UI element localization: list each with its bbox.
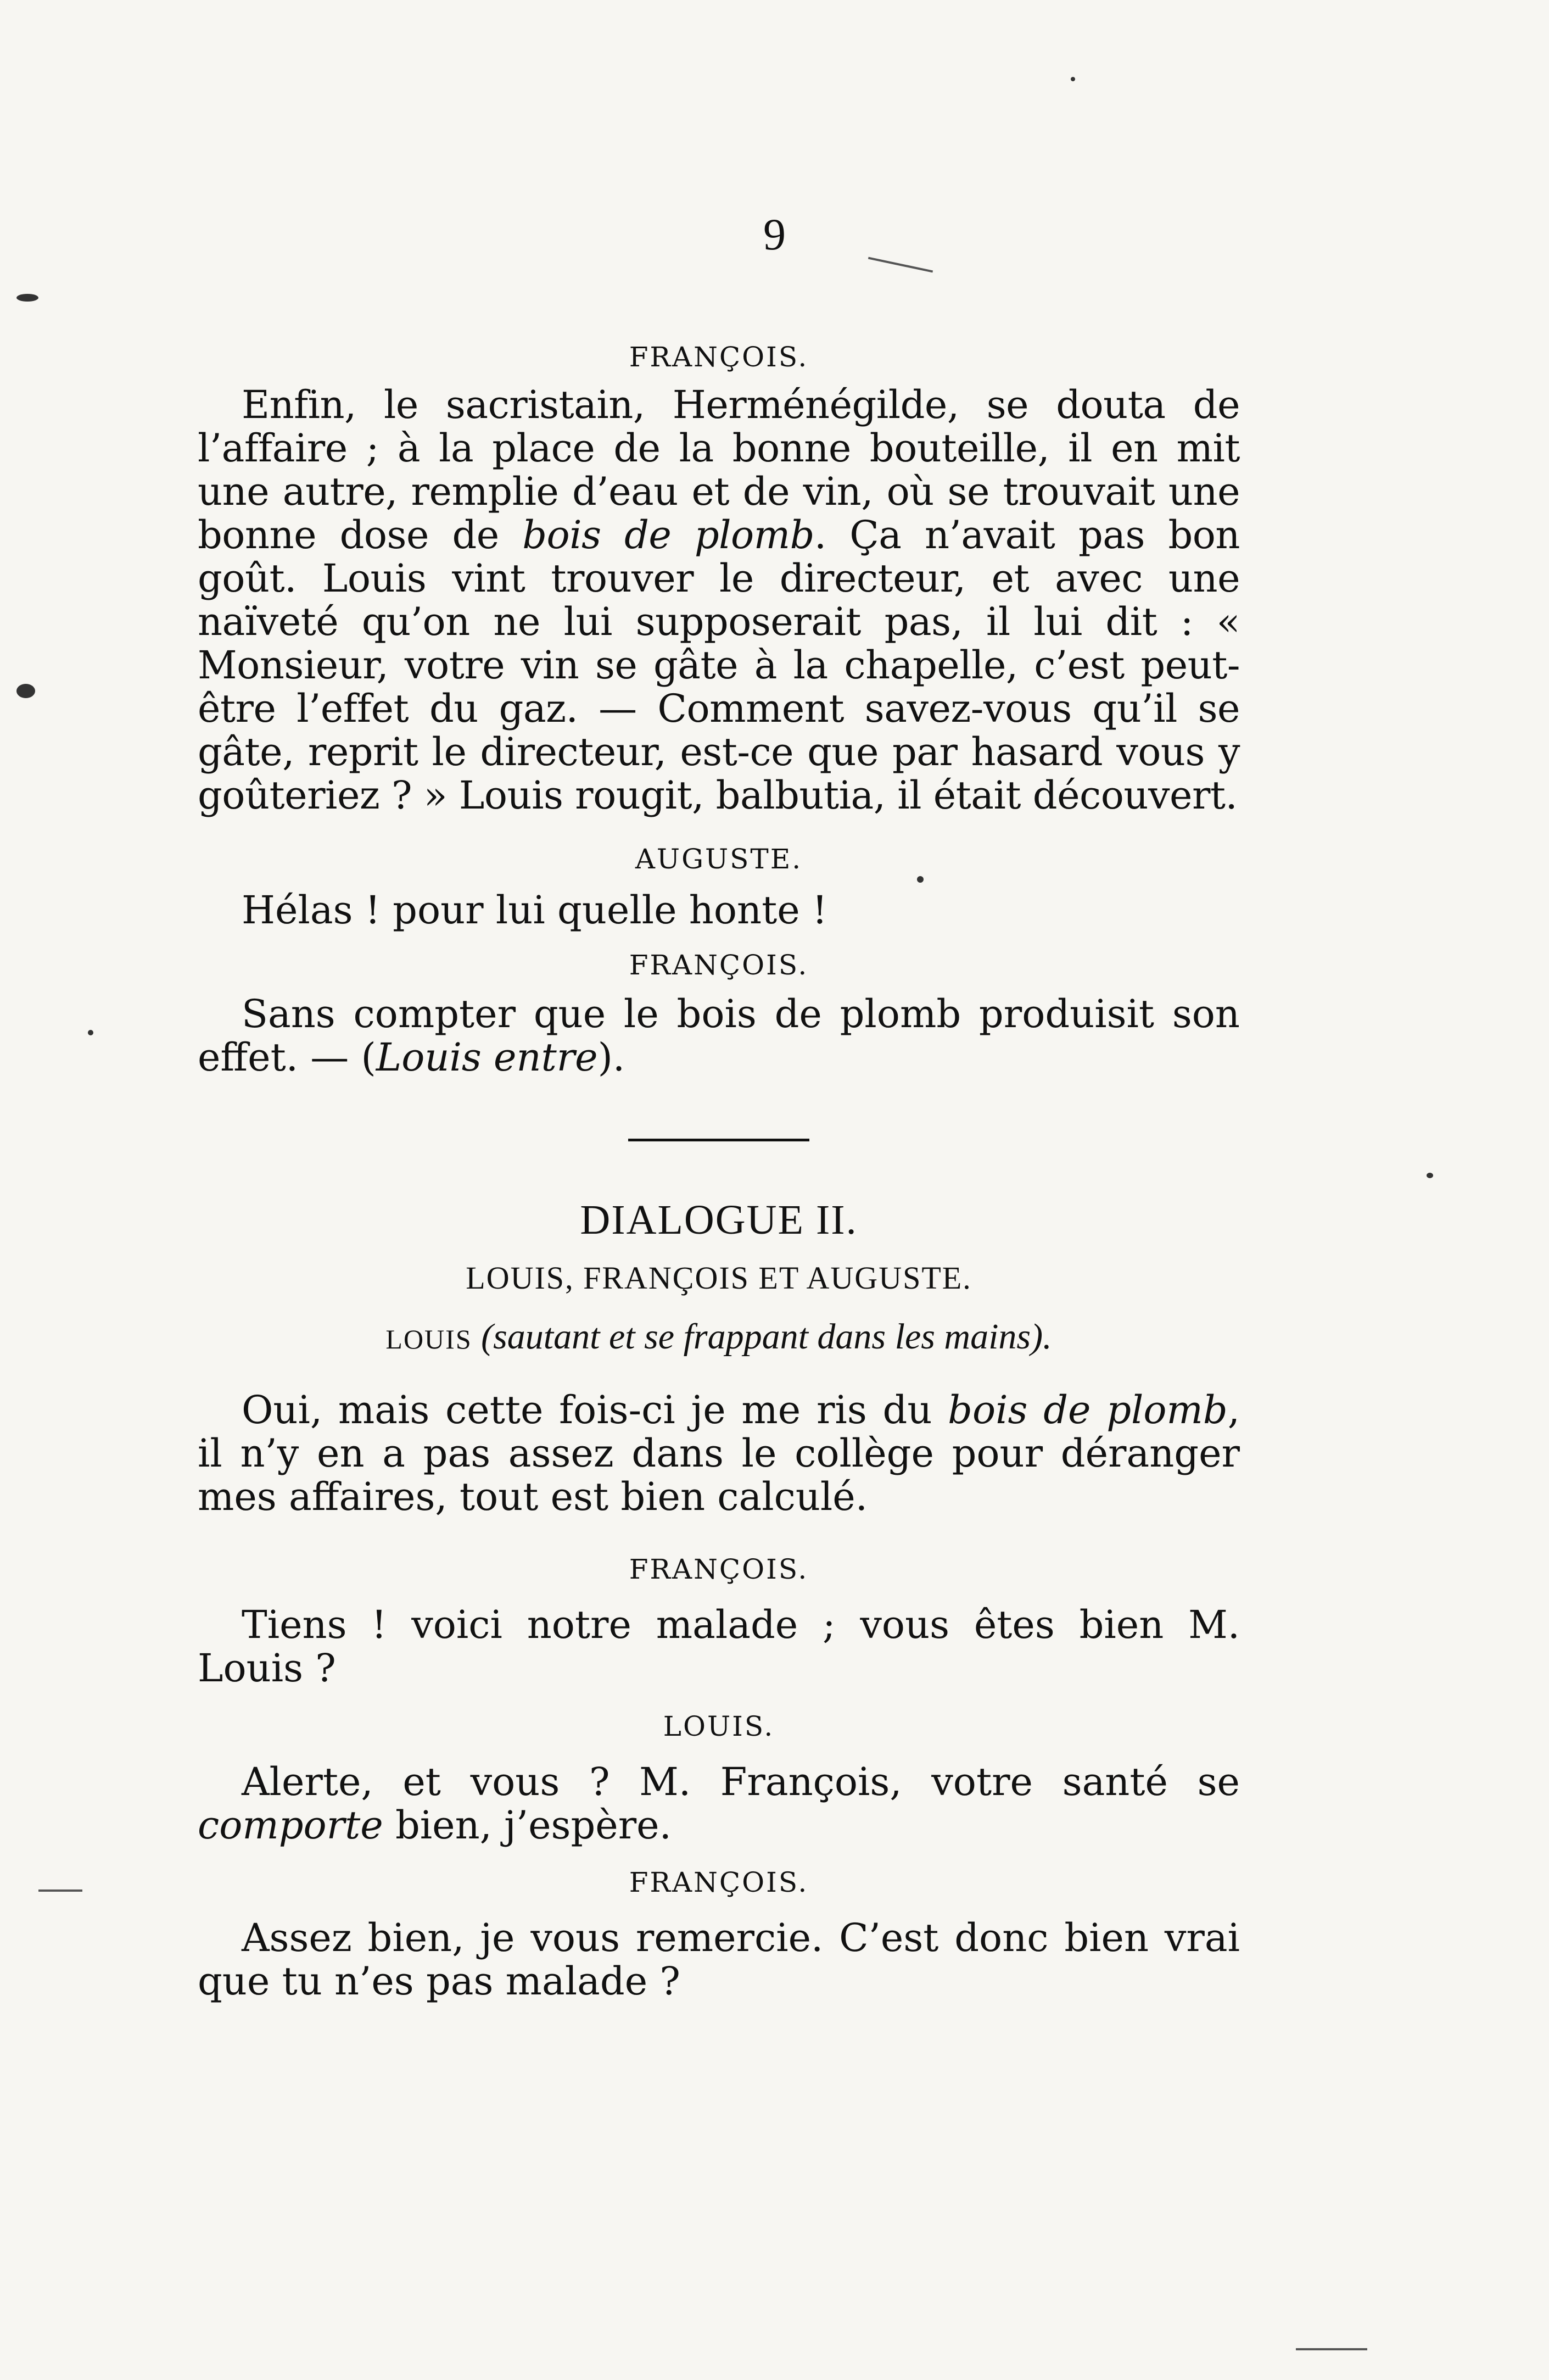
scan-speck [917, 876, 924, 883]
speaker-francois-3: FRANÇOIS. [629, 1553, 809, 1585]
speaker-auguste: AUGUSTE. [635, 843, 803, 875]
scan-speck [88, 1030, 93, 1035]
paragraph-2 [198, 889, 1240, 932]
scan-smudge [1296, 2348, 1367, 2350]
cast-list: LOUIS, FRANÇOIS ET AUGUSTE. [466, 1260, 972, 1296]
paragraph-6-text-a: Alerte, et vous ? M. François, votre santé se [242, 1759, 1240, 1804]
paragraph-6 [198, 1760, 1240, 1847]
stage-speaker: LOUIS [385, 1324, 472, 1355]
paragraph-3-italic: Louis entre [376, 1035, 598, 1080]
paragraph-5 [198, 1603, 1240, 1690]
speaker-francois-4: FRANÇOIS. [629, 1866, 809, 1898]
paragraph-1-text-b: . Ça n’avait pas bon goût. Louis vint trouver le directeur, et avec une naïveté qu’on ne lui supposerait pas, il lui dit : « Monsieur, votre vin se gâte à la chapelle, c’est peut-être l’effet du gaz. — Comment savez-vous qu’il se gâte, reprit le directeur, est-ce que par hasard vous y goûteriez ? » Louis rougit, balbutia, il était découvert. [198, 512, 1240, 818]
scan-speck [16, 684, 35, 698]
paragraph-6-italic: comporte [198, 1803, 383, 1848]
scan-speck [1427, 1173, 1433, 1178]
paragraph-4-text-b: , il n’y en a pas assez dans le collège pour déranger mes affaires, tout est bien calculé. [198, 1387, 1240, 1519]
paragraph-3-text-a: Sans compter que le bois de plomb produisit son effet. — ( [198, 991, 1240, 1080]
paragraph-7-text: Assez bien, je vous remercie. C’est donc bien vrai que tu n’es pas malade ? [198, 1915, 1240, 2004]
scan-speck [1071, 77, 1075, 81]
dialogue-title: DIALOGUE II. [580, 1197, 858, 1243]
paragraph-3 [198, 993, 1240, 1079]
stage-direction-line [198, 1316, 1240, 1358]
scan-smudge [38, 1889, 82, 1892]
section-rule [628, 1139, 809, 1141]
stage-direction: (sautant et se frappant dans les mains). [481, 1317, 1052, 1357]
paragraph-1-italic: bois de plomb [522, 512, 814, 558]
scan-speck [16, 294, 38, 302]
speaker-francois: FRANÇOIS. [629, 341, 809, 373]
paragraph-1-text-a: Enfin, le sacristain, Herménégilde, se douta de l’affaire ; à la place de la bonne bouteille, il en mit une autre, remplie d’eau et de vin, où se trouvait une bonne dose de [198, 382, 1240, 558]
paragraph-4 [198, 1389, 1240, 1519]
speaker-francois-2: FRANÇOIS. [629, 949, 809, 981]
paragraph-1 [198, 383, 1240, 817]
paragraph-4-text-a: Oui, mais cette fois-ci je me ris du [242, 1387, 948, 1433]
text-column [198, 330, 1240, 2003]
paragraph-3-text-b: ). [597, 1035, 625, 1080]
speaker-louis: LOUIS. [663, 1710, 775, 1742]
paragraph-6-text-b: bien, j’espère. [383, 1803, 672, 1848]
paragraph-7 [198, 1916, 1240, 2003]
paragraph-4-italic: bois de plomb [948, 1387, 1228, 1433]
paragraph-2-text: Hélas ! pour lui quelle honte ! [242, 888, 828, 933]
paragraph-5-text: Tiens ! voici notre malade ; vous êtes bien M. Louis ? [198, 1602, 1240, 1691]
page-number: 9 [763, 209, 786, 259]
